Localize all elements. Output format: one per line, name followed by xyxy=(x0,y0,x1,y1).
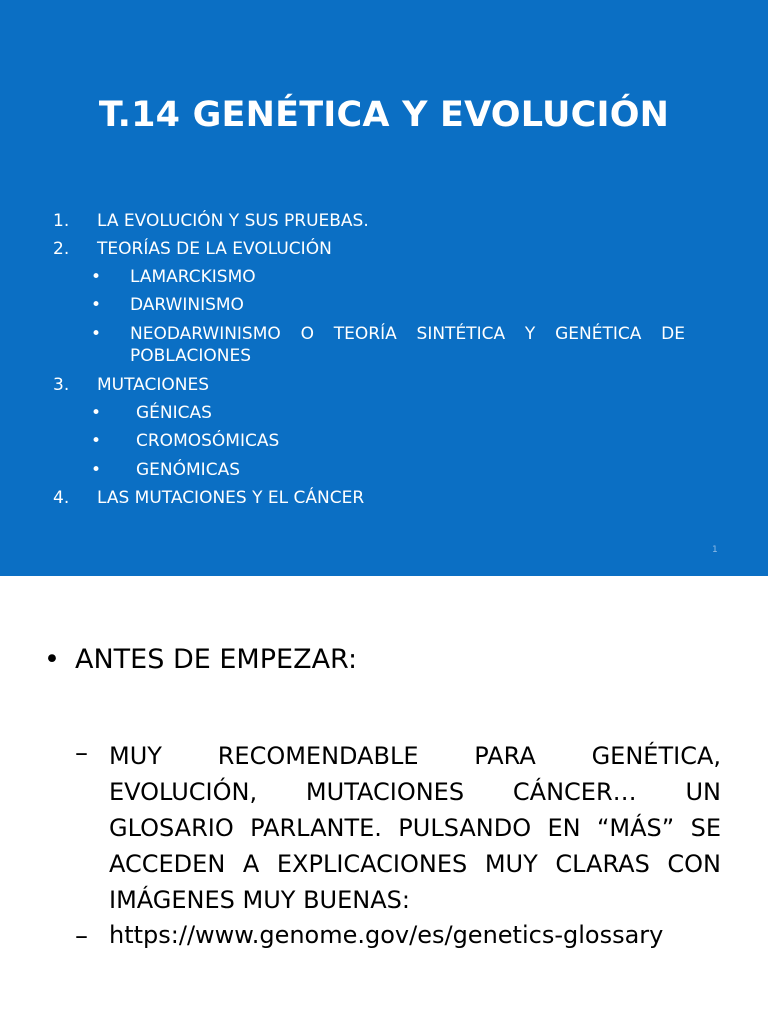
outline-number: 2. xyxy=(53,239,70,259)
dash-bullet: – xyxy=(75,738,88,768)
recommendation-text: MUY RECOMENDABLE PARA GENÉTICA, EVOLUCIÓN, MUTACIONES CÁNCER… UN GLOSARIO PARLANTE. PULSANDO EN “MÁS” SE ACCEDEN A EXPLICACIONES MUY CLARAS CON IMÁGENES MUY BUENAS: xyxy=(109,742,721,914)
slide-2 xyxy=(0,576,768,1024)
bullet-point: • xyxy=(91,403,102,423)
slide-heading: ANTES DE EMPEZAR: xyxy=(75,644,358,675)
bullet-point: • xyxy=(91,460,102,480)
outline-number: 4. xyxy=(53,488,70,508)
bullet-point: • xyxy=(44,644,60,675)
sub-item-text: GENÓMICAS xyxy=(136,460,240,480)
outline-number: 1. xyxy=(53,211,70,231)
sub-item-text: POBLACIONES xyxy=(130,346,252,366)
sub-item-text: NEODARWINISMO O TEORÍA SINTÉTICA Y GENÉTICA DE xyxy=(130,324,685,344)
outline-text: TEORÍAS DE LA EVOLUCIÓN xyxy=(97,239,332,259)
outline-text: MUTACIONES xyxy=(97,375,210,395)
sub-item-text: CROMOSÓMICAS xyxy=(136,431,280,451)
sub-item-text: LAMARCKISMO xyxy=(130,267,256,287)
slide-title: T.14 GENÉTICA Y EVOLUCIÓN xyxy=(98,95,670,135)
glossary-link[interactable]: https://www.genome.gov/es/genetics-glossary xyxy=(109,921,664,949)
bullet-point: • xyxy=(91,295,102,315)
bullet-point: • xyxy=(91,324,102,344)
bullet-point: • xyxy=(91,431,102,451)
outline-text: LA EVOLUCIÓN Y SUS PRUEBAS. xyxy=(97,211,369,231)
sub-item-text: GÉNICAS xyxy=(136,403,212,423)
bullet-point: • xyxy=(91,267,102,287)
sub-item-text: DARWINISMO xyxy=(130,295,244,315)
outline-number: 3. xyxy=(53,375,70,395)
slide-number: 1 xyxy=(712,545,718,555)
dash-bullet: – xyxy=(75,921,88,951)
outline-text: LAS MUTACIONES Y EL CÁNCER xyxy=(97,488,365,508)
